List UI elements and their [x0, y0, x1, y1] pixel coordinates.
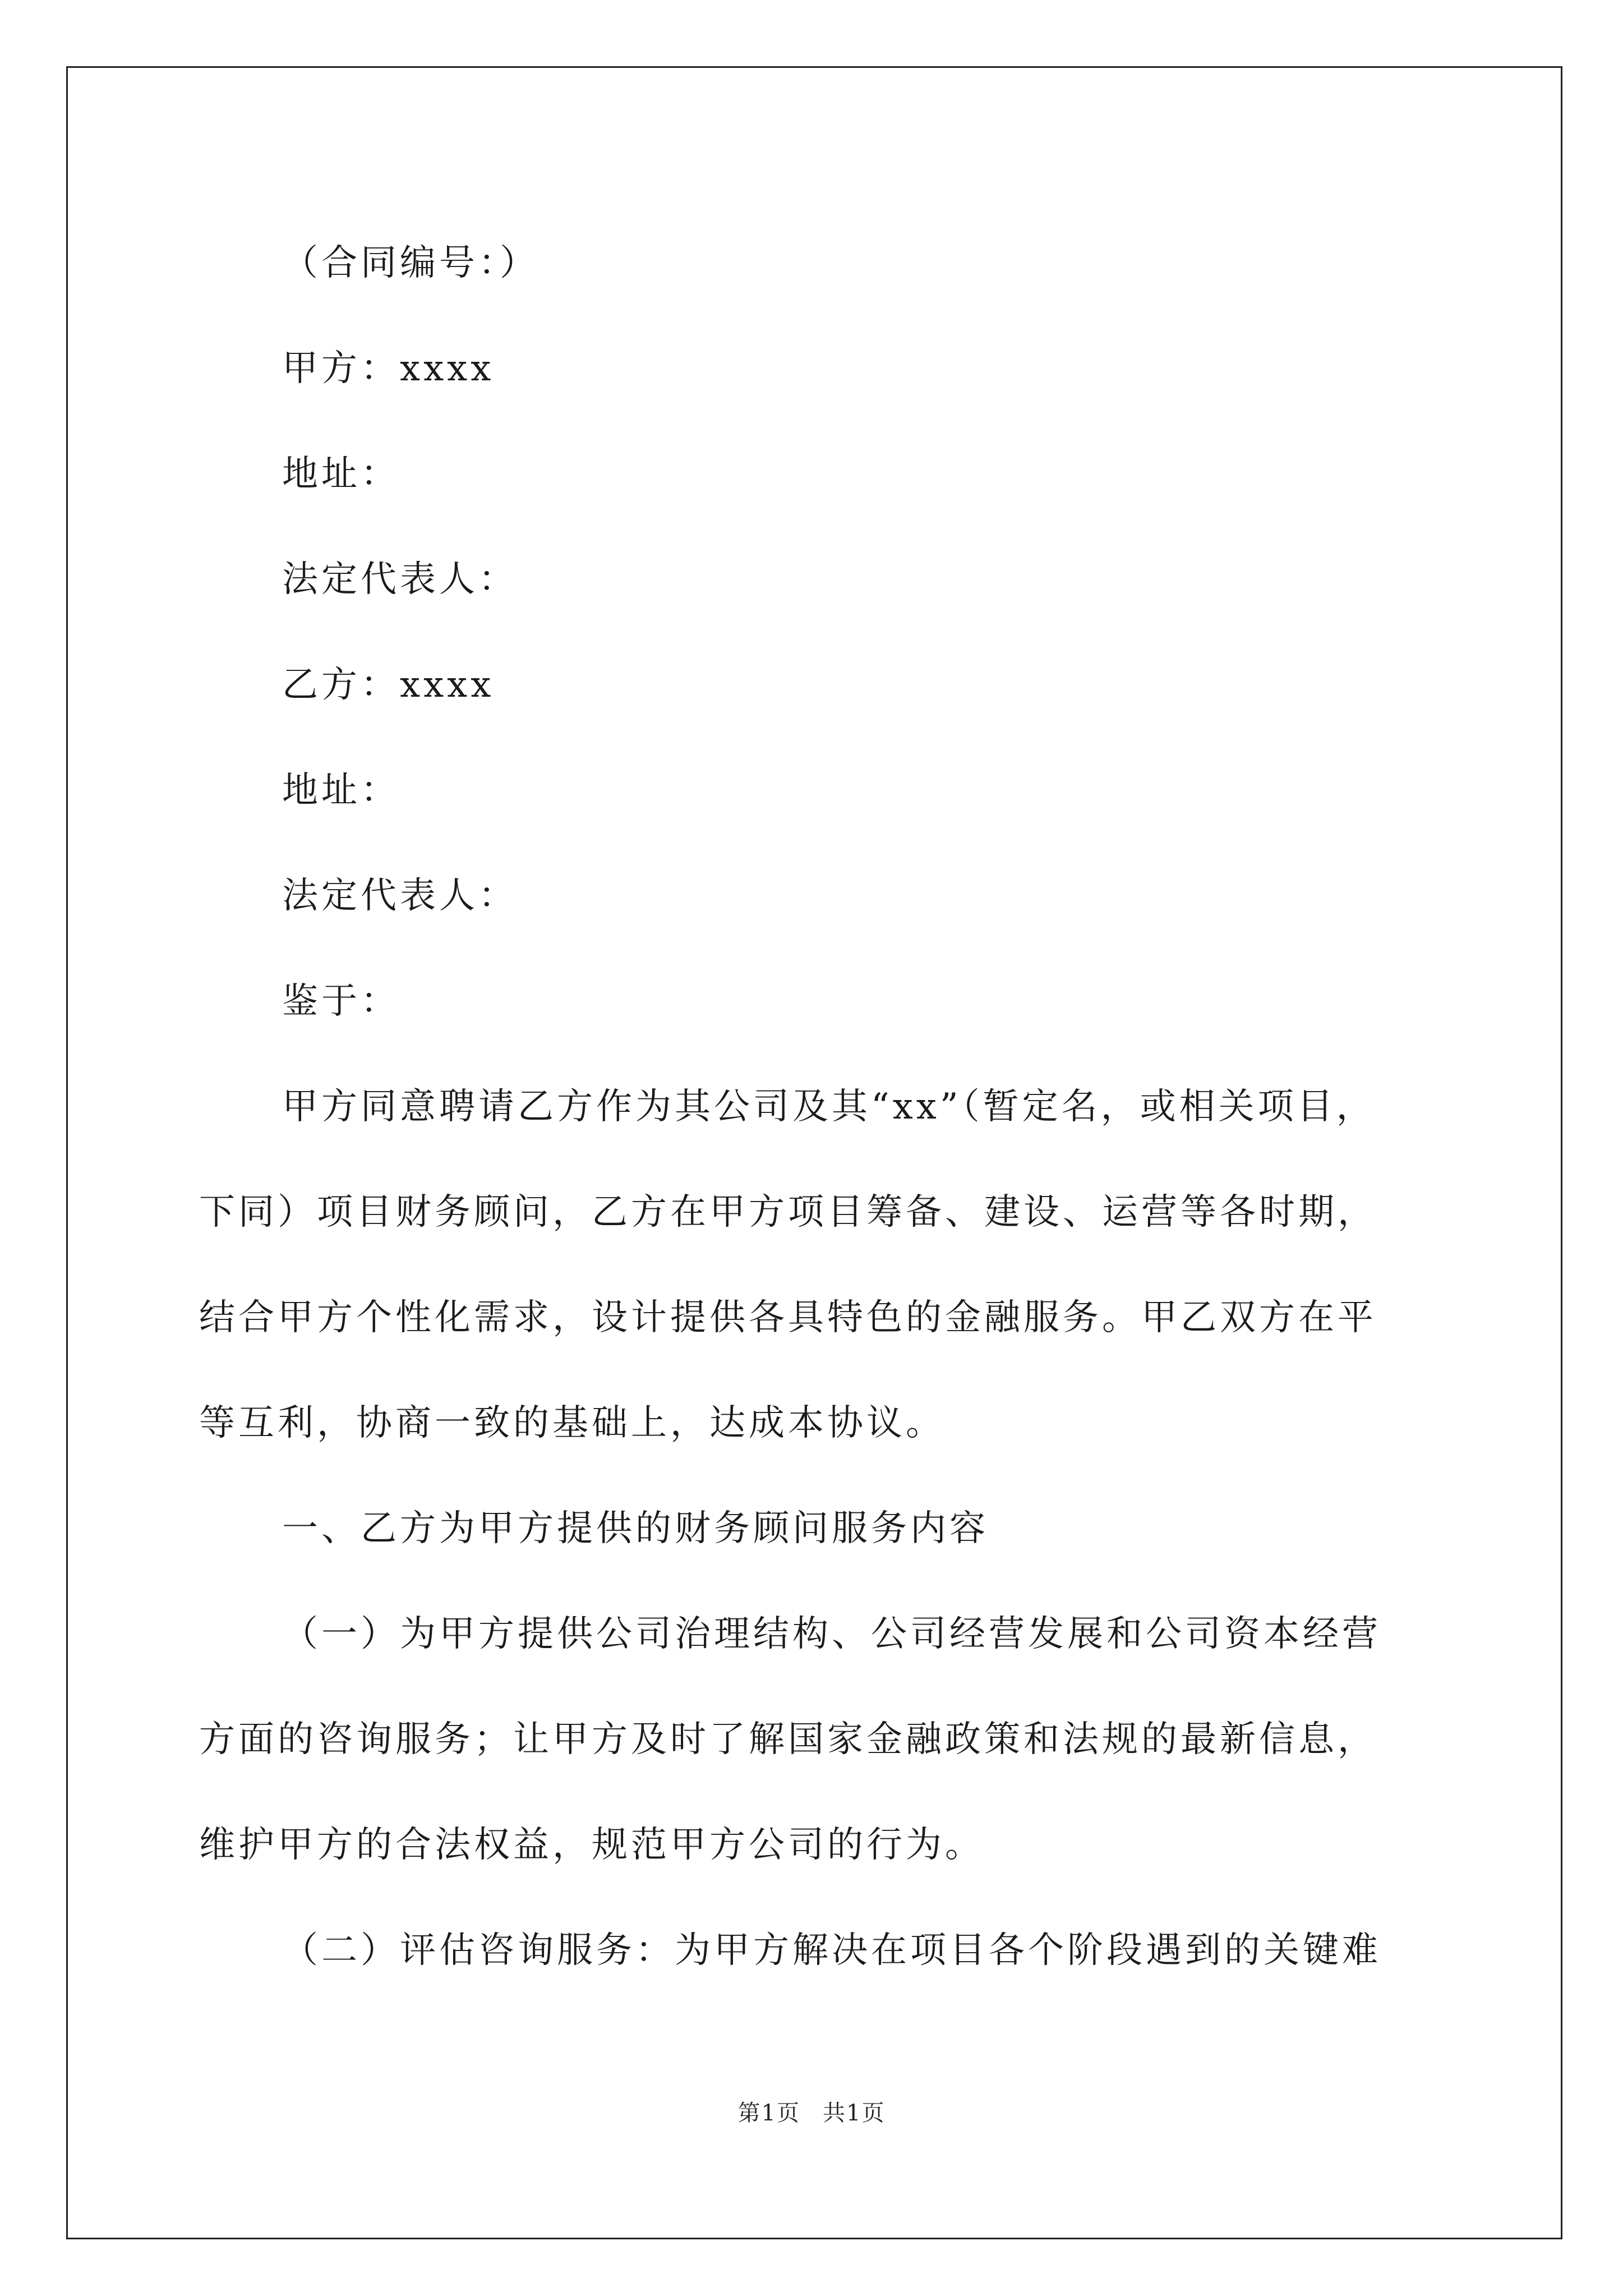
contract-number-line: （合同编号：） — [282, 242, 539, 284]
preamble-line: 甲方同意聘请乙方作为其公司及其“xx”（暂定名，或相关项目， — [282, 1086, 1376, 1128]
page-total: 共1页 — [823, 2100, 886, 2126]
item-1-line: （一）为甲方提供公司治理结构、公司经营发展和公司资本经营 — [282, 1613, 1381, 1655]
party-a-address-line: 地址： — [282, 453, 400, 495]
item-2-line: （二）评估咨询服务：为甲方解决在项目各个阶段遇到的关键难 — [282, 1930, 1381, 1971]
item-1-line: 方面的咨询服务；让甲方及时了解国家金融政策和法规的最新信息， — [199, 1719, 1377, 1760]
preamble-line: 下同）项目财务顾问，乙方在甲方项目筹备、建设、运营等各时期， — [199, 1191, 1377, 1233]
section-heading: 一、乙方为甲方提供的财务顾问服务内容 — [282, 1508, 989, 1549]
item-1-line: 维护甲方的合法权益，规范甲方公司的行为。 — [199, 1824, 984, 1866]
party-b-line: 乙方：xxxx — [282, 664, 495, 706]
preamble-line: 等互利，协商一致的基础上，达成本协议。 — [199, 1402, 945, 1444]
party-a-line: 甲方：xxxx — [282, 348, 495, 389]
party-b-address-line: 地址： — [282, 770, 400, 811]
page-footer — [0, 2095, 1623, 2127]
party-a-representative-line: 法定代表人： — [282, 559, 518, 600]
page-number: 第1页 — [737, 2100, 800, 2126]
contract-body — [199, 210, 1441, 2003]
whereas-line: 鉴于： — [282, 981, 400, 1022]
preamble-line: 结合甲方个性化需求，设计提供各具特色的金融服务。甲乙双方在平 — [199, 1297, 1377, 1338]
party-b-representative-line: 法定代表人： — [282, 875, 518, 917]
